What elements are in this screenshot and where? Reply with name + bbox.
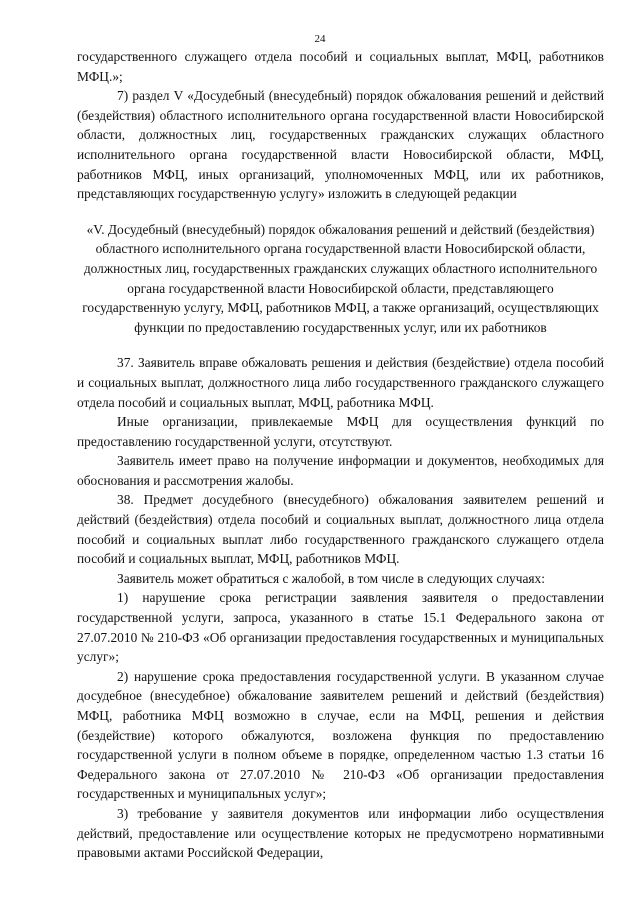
paragraph: 7) раздел V «Досудебный (внесудебный) порядок обжалования решений и действий (бездействия) областного исполнительного органа государственной власти Новосибирской области, должностных лиц, государственных гражданских служащих областного исполнительного органа государственной власти Новосибирской области, МФЦ, работников МФЦ, иных организаций, уполномоченных МФЦ, или их работников, представляющих государственную услугу» изложить в следующей редакции [77,88,604,202]
paragraph: Иные организации, привлекаемые МФЦ для осуществления функций по предоставлению государственной услуги, отсутствуют. [77,414,604,449]
paragraph: Заявитель может обратиться с жалобой, в том числе в следующих случаях: [117,570,545,586]
paragraph: Заявитель имеет право на получение информации и документов, необходимых для обоснования и рассмотрения жалобы. [77,453,604,488]
paragraph: 38. Предмет досудебного (внесудебного) обжалования заявителем решений и действий (бездействия) отдела пособий и социальных выплат, должностного лица отдела пособий и социальных выплат либо государственного гражданского служащего отдела пособий и социальных выплат, МФЦ, работников МФЦ. [77,492,604,567]
paragraph: государственного служащего отдела пособий и социальных выплат, МФЦ, работников МФЦ.»; [77,49,604,84]
paragraph: 2) нарушение срока предоставления государственной услуги. В указанном случае досудебное (внесудебное) обжалование заявителем решений и действий (бездействия) МФЦ, работника МФЦ возможно в случае, если на МФЦ, решения и действия (бездействие) которого обжалуются, возложена функция по предоставлению государственной услуги в полном объеме в порядке, определенном частью 1.3 статьи 16 Федерального закона от 27.07.2010 № 210-ФЗ «Об организации предоставления государственных и муниципальных услуг»; [77,668,604,802]
document-body [77,47,604,863]
paragraph: 37. Заявитель вправе обжаловать решения и действия (бездействие) отдела пособий и социальных выплат, должностного лица либо государственного гражданского служащего отдела пособий и социальных выплат, МФЦ, работника МФЦ. [77,355,604,410]
section-heading: «V. Досудебный (внесудебный) порядок обжалования решений и действий (бездействия) областного исполнительного органа государственной власти Новосибирской области, должностных лиц, государственных гражданских служащих областного исполнительного органа государственной власти Новосибирской области, представляющего государственную услугу, МФЦ, работников МФЦ, а также организаций, осуществляющих функции по предоставлению государственных услуг, или их работников [82,221,599,335]
page-number: 24 [314,33,326,45]
paragraph: 3) требование у заявителя документов или информации либо осуществления действий, предоставление или осуществление которых не предусмотрено нормативными правовыми актами Российской Федерации, [77,805,604,861]
paragraph: 1) нарушение срока регистрации заявления заявителя о предоставлении государственной услуги, запроса, указанного в статье 15.1 Федерального закона от 27.07.2010 № 210-ФЗ «Об организации предоставления государственных и муниципальных услуг»; [77,590,604,665]
